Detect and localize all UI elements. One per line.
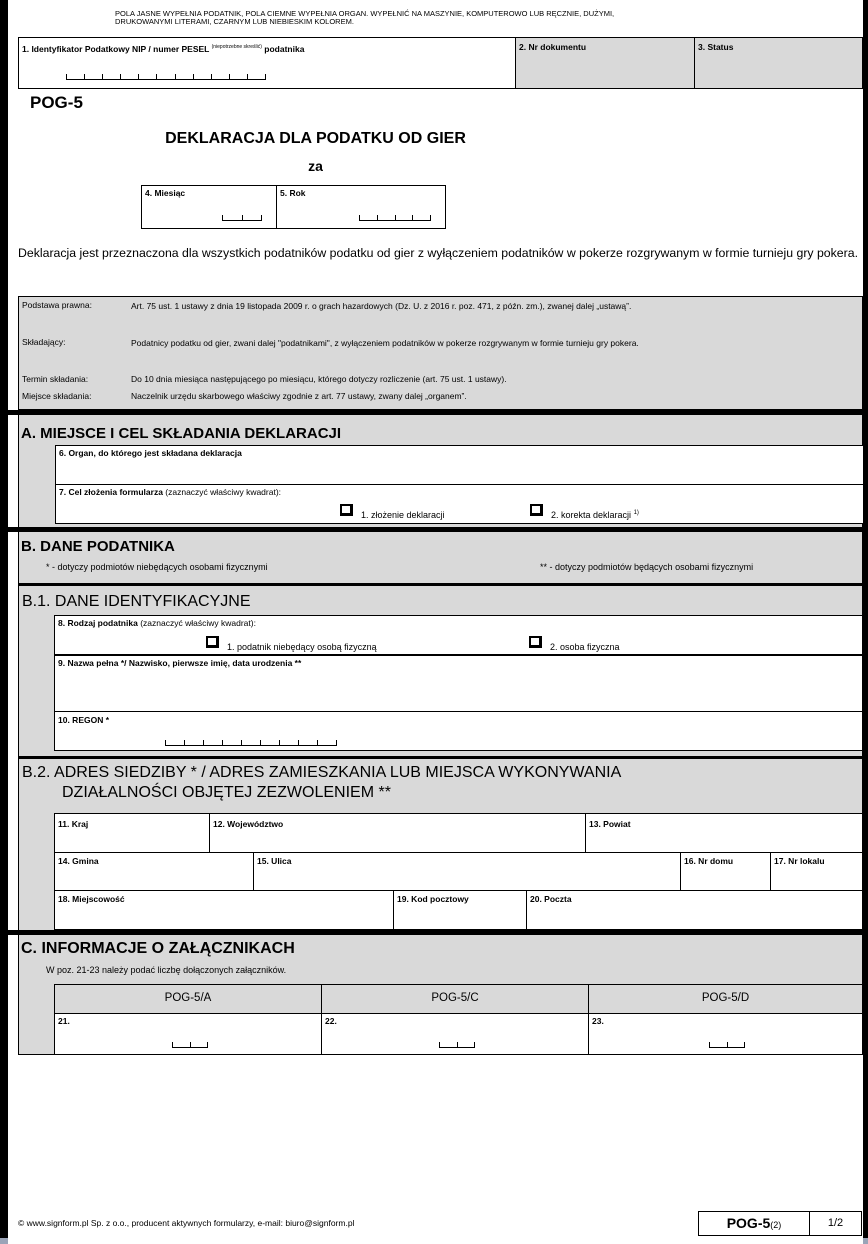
county-field[interactable] xyxy=(585,813,863,853)
option-submission-label: 1. złożenie deklaracji xyxy=(361,510,445,520)
footer-code: POG-5 xyxy=(726,1215,771,1231)
f19-label: 19. Kod pocztowy xyxy=(397,894,469,904)
field7-label: 7. Cel złożenia formularza xyxy=(59,487,163,497)
footer-form-code xyxy=(698,1211,810,1236)
checkbox-natural-person[interactable] xyxy=(529,636,542,648)
col-header-pog5c: POG-5/C xyxy=(321,984,589,1014)
f20-label: 20. Poczta xyxy=(530,894,572,904)
country-field[interactable] xyxy=(54,813,210,853)
commune-field[interactable] xyxy=(54,852,254,891)
note-legal-entity: * - dotyczy podmiotów niebędących osobami fizycznymi xyxy=(46,562,268,572)
form-title: DEKLARACJA DLA PODATKU OD GIER xyxy=(165,130,466,147)
nip-label: 1. Identyfikator Podatkowy NIP / numer PESEL xyxy=(22,44,210,54)
year-label: 5. Rok xyxy=(280,188,306,198)
month-field[interactable] xyxy=(141,185,277,229)
col-header-pog5d: POG-5/D xyxy=(588,984,863,1014)
nip-comb xyxy=(66,74,266,80)
section-a-title: A. MIEJSCE I CEL SKŁADANIA DEKLARACJI xyxy=(21,425,342,442)
b1-title: B.1. DANE IDENTYFIKACYJNE xyxy=(22,593,251,610)
month-label: 4. Miesiąc xyxy=(145,188,186,198)
checkbox-correction[interactable] xyxy=(530,504,543,516)
footer-version: (2) xyxy=(770,1220,782,1230)
info-text-deadline: Do 10 dnia miesiąca następującego po miesiącu, którego dotyczy rozliczenie (art. 75 ust. 1 ustawy). xyxy=(131,374,507,384)
status-field xyxy=(694,37,863,89)
info-box xyxy=(18,296,863,410)
f17-label: 17. Nr lokalu xyxy=(774,856,825,866)
header-note xyxy=(115,10,614,26)
f21-label: 21. xyxy=(58,1016,70,1026)
col-header-pog5a: POG-5/A xyxy=(54,984,322,1014)
window-border-right xyxy=(863,0,868,1244)
info-label-place: Miejsce składania: xyxy=(22,391,92,401)
organ-field[interactable] xyxy=(55,445,864,485)
intro-text: Deklaracja jest przeznaczona dla wszystkich podatników podatku od gier z wyłączeniem podatników w pokerze rozgrywanym w formie turnieju gry pokera. xyxy=(18,246,858,260)
form-code: POG-5 xyxy=(30,93,83,112)
nip-suffix: podatnika xyxy=(264,44,305,54)
info-text-filer: Podatnicy podatku od gier, zwani dalej "podatnikami", z wyłączeniem podatników w pokerze rozgrywanym w formie turnieju gry pokera. xyxy=(131,338,639,348)
year-field[interactable] xyxy=(276,185,446,229)
f15-label: 15. Ulica xyxy=(257,856,292,866)
purpose-field xyxy=(55,484,864,524)
info-label-filer: Składający: xyxy=(22,337,66,347)
footer-page-number: 1/2 xyxy=(809,1211,862,1236)
option-correction-sup: 1) xyxy=(633,510,639,516)
field7-hint: (zaznaczyć właściwy kwadrat): xyxy=(165,487,282,497)
checkbox-submission[interactable] xyxy=(340,504,353,516)
b2-title-line2: DZIAŁALNOŚCI OBJĘTEJ ZEZWOLENIEM ** xyxy=(62,784,391,801)
f23-label: 23. xyxy=(592,1016,604,1026)
f12-label: 12. Województwo xyxy=(213,819,284,829)
attachment-count-d[interactable] xyxy=(588,1013,863,1055)
field10-label: 10. REGON * xyxy=(58,715,110,725)
field6-label: 6. Organ, do którego jest składana deklaracja xyxy=(59,448,242,458)
field9-label: 9. Nazwa pełna */ Nazwisko, pierwsze imię, data urodzenia ** xyxy=(58,658,302,668)
postal-code-field[interactable] xyxy=(393,890,527,930)
info-label-basis: Podstawa prawna: xyxy=(22,300,92,310)
section-b-title: B. DANE PODATNIKA xyxy=(21,538,175,555)
f13-label: 13. Powiat xyxy=(589,819,631,829)
street-field[interactable] xyxy=(253,852,681,891)
option-non-natural-label: 1. podatnik niebędący osobą fizyczną xyxy=(227,642,377,652)
info-text-place: Naczelnik urzędu skarbowego właściwy zgodnie z art. 77 ustawy, zwany dalej „organem”. xyxy=(131,391,467,401)
field8-label: 8. Rodzaj podatnika xyxy=(58,618,138,628)
form-page xyxy=(8,0,863,1244)
section-a xyxy=(18,415,863,527)
info-label-deadline: Termin składania: xyxy=(22,374,89,384)
house-number-field[interactable] xyxy=(680,852,771,891)
field8-hint: (zaznaczyć właściwy kwadrat): xyxy=(140,618,256,628)
nip-field[interactable] xyxy=(18,37,516,89)
post-office-field[interactable] xyxy=(526,890,863,930)
form-title-za: za xyxy=(308,158,323,174)
section-c-note: W poz. 21-23 należy podać liczbę dołączonych załączników. xyxy=(46,965,287,975)
attachment-count-c[interactable] xyxy=(321,1013,589,1055)
note-natural-person: ** - dotyczy podmiotów będących osobami fizycznymi xyxy=(540,562,754,572)
status-label: 3. Status xyxy=(698,42,734,52)
section-c-title: C. INFORMACJE O ZAŁĄCZNIKACH xyxy=(21,940,295,957)
taxpayer-type-field xyxy=(54,615,863,655)
f18-label: 18. Miejscowość xyxy=(58,894,125,904)
option-natural-label: 2. osoba fizyczna xyxy=(550,642,620,652)
doc-number-field xyxy=(515,37,695,89)
voivodeship-field[interactable] xyxy=(209,813,586,853)
nip-sup: (niepotrzebne skreślić) xyxy=(211,44,262,51)
footer-copyright: © www.signform.pl Sp. z o.o., producent aktywnych formularzy, e-mail: biuro@signform.pl xyxy=(18,1218,355,1228)
f22-label: 22. xyxy=(325,1016,337,1026)
full-name-field[interactable] xyxy=(54,655,863,712)
regon-field[interactable] xyxy=(54,711,863,751)
apartment-number-field[interactable] xyxy=(770,852,863,891)
info-text-basis: Art. 75 ust. 1 ustawy z dnia 19 listopada 2009 r. o grach hazardowych (Dz. U. z 2016 r. poz. 471, z późn. zm.), zwanej dalej „ustawą”. xyxy=(131,301,632,311)
doc-number-label: 2. Nr dokumentu xyxy=(519,42,587,52)
f11-label: 11. Kraj xyxy=(58,819,89,829)
f16-label: 16. Nr domu xyxy=(684,856,734,866)
b2-title-line1: B.2. ADRES SIEDZIBY * / ADRES ZAMIESZKANIA LUB MIEJSCA WYKONYWANIA xyxy=(22,764,622,781)
checkbox-non-natural-person[interactable] xyxy=(206,636,219,648)
attachment-count-a[interactable] xyxy=(54,1013,322,1055)
header-note-line2: DRUKOWANYMI LITERAMI, CZARNYM LUB NIEBIESKIM KOLOREM. xyxy=(115,17,354,26)
option-correction-label: 2. korekta deklaracji xyxy=(551,510,632,520)
locality-field[interactable] xyxy=(54,890,394,930)
f14-label: 14. Gmina xyxy=(58,856,99,866)
header-note-line1: POLA JASNE WYPEŁNIA PODATNIK, POLA CIEMNE WYPEŁNIA ORGAN. WYPEŁNIĆ NA MASZYNIE, KOMPUTEROWO LUB RĘCZNIE, DUŻYMI, xyxy=(115,9,615,18)
